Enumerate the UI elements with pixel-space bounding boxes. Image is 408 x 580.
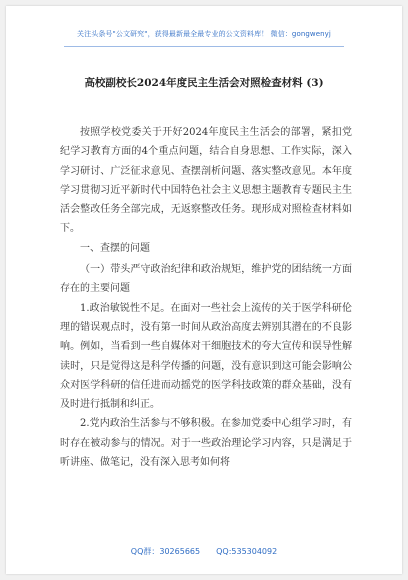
document-title: 高校副校长2024年度民主生活会对照检查材料 (3) [84,77,324,89]
body-paragraph: 1.政治敏锐性不足。在面对一些社会上流传的关于医学科研伦理的错误观点时，没有第一时间从政治高度去辨别其潜在的不良影响。例如，当看到一些自媒体对干细胞技术的夸大宣传和误导性解读时，只是觉得这是科学传播的问题，没有意识到这可能会影响公众对医学科研的信任进而动摇党的医学科技政策的群众基础，没有及时进行抵制和纠正。 [60,302,352,411]
body-paragraph: 2.党内政治生活参与不够积极。在参加党委中心组学习时，有时存在被动参与的情况。对于一些政治理论学习内容，只是满足于听讲座、做笔记，没有深入思考如何将 [60,418,352,469]
subsection-heading: （一）带头严守政治纪律和政治规矩，维护党的团结统一方面存在的主要问题 [60,264,352,295]
header-divider [64,46,344,47]
document-body [60,123,352,472]
footer [6,546,402,557]
footer-qq-contact: QQ:535304092 [216,547,278,556]
intro-paragraph: 按照学校党委关于开好2024年度民主生活会的部署，紧扣党纪学习教育方面的4个重点问题，结合自身思想、工作实际，深入学习研讨、广泛征求意见、查摆剖析问题、落实整改意见。本年度学习贯彻习近平新时代中国特色社会主义思想主题教育专题民主生活会整改任务全部完成，无返察整改任务。现形成对照检查材料如下。 [60,127,352,235]
footer-qq-group: QQ群：30265665 [130,547,201,556]
header-banner: 关注头条号"公文研究"，获得最新最全最专业的公文资料库！ 微信：gongwenyj [77,30,331,38]
section-heading: 一、查摆的问题 [80,242,150,254]
document-page [6,6,402,574]
